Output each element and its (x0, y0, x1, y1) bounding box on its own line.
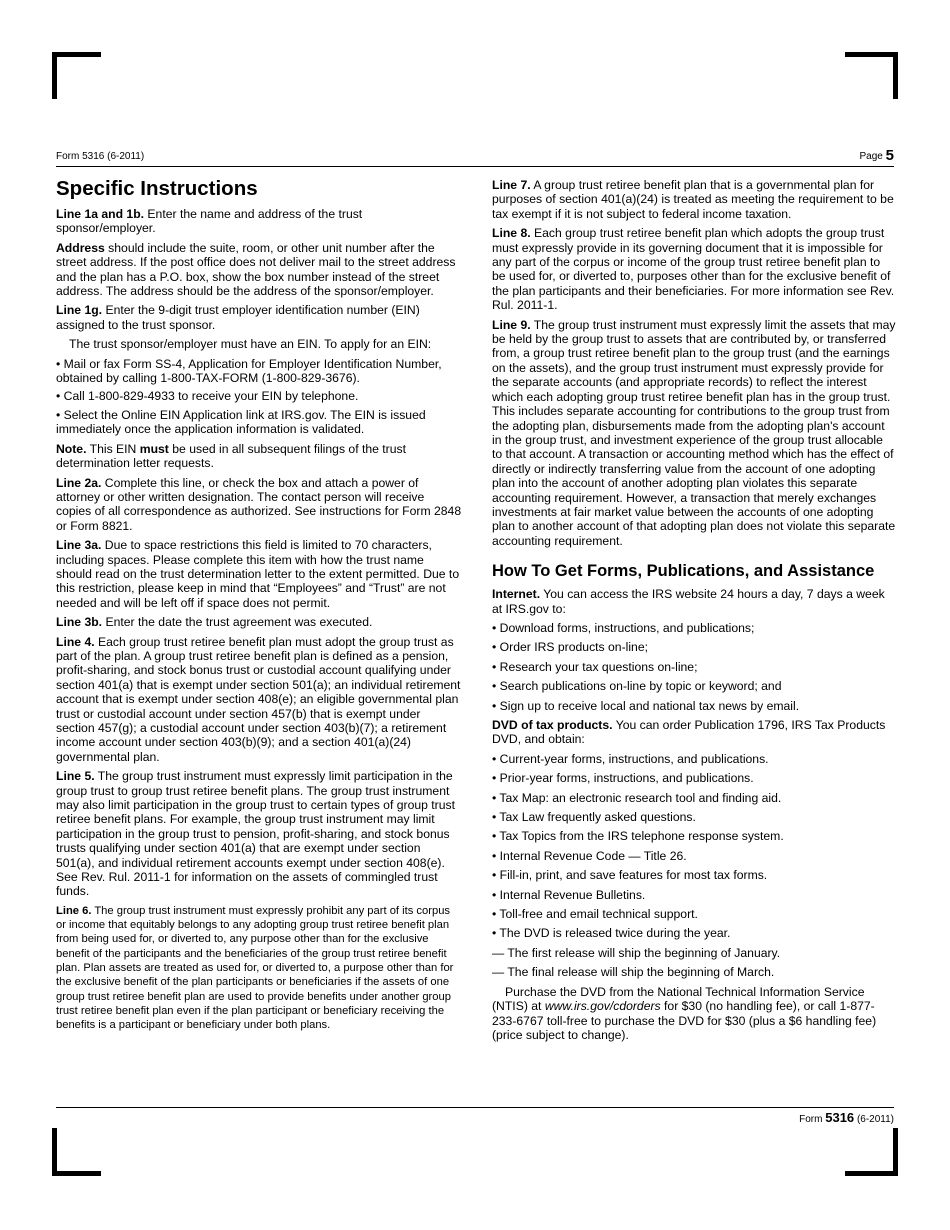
line-5-paragraph: Line 5. The group trust instrument must expressly limit participation in the group trust to group trust retiree benefit plans. The group trust instrument may also limit participation in the group trust to certain types of group trust retiree benefit plans. For example, the group trust instrument may limit participation in the group trust to pension, profit-sharing, and stock bonus trusts qualifying under section 401(a) that are exempt under section 501(a), and individual retirement accounts exempt under section 408(e). See Rev. Rul. 2011-1 for information on the assets of commingled trust funds. (56, 769, 455, 899)
note-paragraph: Note. This EIN must be used in all subsequent filings of the trust determination letter requests. (56, 441, 407, 471)
section-title: Specific Instructions (56, 177, 258, 200)
dvd-list-item: • Tax Topics from the IRS telephone response system. (492, 829, 784, 844)
line-3b-paragraph: Line 3b. Enter the date the trust agreement was executed. (56, 615, 373, 630)
dvd-list-item: • Tax Law frequently asked questions. (492, 810, 696, 825)
line-6-paragraph: Line 6. The group trust instrument must expressly prohibit any part of its corpus or income that equitably belongs to any adopting group trust retiree benefit plan from being used for, or diverted to, any purpose other than for the exclusive benefit of the participants and the beneficiaries of the group trust retiree benefit plan. Plan assets are treated as used for, or diverted to, a purpose other than for the exclusive benefit of the plan participants or beneficiaries if the assets of one group trust retiree benefit plan are used to provide benefits under another group trust retiree benefit plan even if the plan participant or beneficiary receiving the benefits is a participant or beneficiary under both plans. (56, 904, 454, 1032)
page-number: Page 5 (859, 147, 894, 164)
line-9-paragraph: Line 9. The group trust instrument must expressly limit the assets that may be held by the group trust to assets that are contributed by, or transferred from, a group trust retiree benefit plan to the group trust (and the earnings on the assets), and the group trust instrument must expressly provide for the separate accounts (and appropriate records) to reflect the interest which each adopting group trust retiree benefit plan has in the group trust. This includes separate accounting for contributions to the group trust from the adopting plan, disbursements made from the adopting plan's account in the group trust, and investment experience of the group trust allocable to that account. A transaction or accounting method which has the effect of directly or indirectly transferring value from the account of one adopting plan into the account of another adopting plan violates this separate accounting requirement. However, a transaction that merely exchanges investments at fair market value between the accounts of one adopting plan to another account of that adopting plan does not violate this separate accounting requirement. (492, 317, 896, 548)
crop-mark-bottom-left-v (52, 1128, 57, 1176)
crop-mark-top-left-v (52, 52, 57, 99)
forms-heading: How To Get Forms, Publications, and Assistance (492, 562, 875, 581)
dvd-list-item: • The DVD is released twice during the year. (492, 926, 731, 941)
crop-mark-top-right-v (893, 52, 898, 99)
ein-intro: The trust sponsor/employer must have an EIN. To apply for an EIN: (69, 337, 432, 352)
footer-rule (56, 1107, 894, 1108)
page-header (56, 146, 894, 167)
line-8-paragraph: Line 8. Each group trust retiree benefit plan which adopts the group trust must expressly provide in its governing document that it is impossible for any part of the corpus or income of the group trust retiree benefit plan to be used for, or diverted to, purposes other than for the exclusive benefit of the plan participants and their beneficiaries. For more information see Rev. Rul. 2011-1. (492, 226, 895, 313)
line-4-paragraph: Line 4. Each group trust retiree benefit plan must adopt the group trust as part of the plan. A group trust retiree benefit plan is defined as a pension, profit-sharing, and stock bonus trust or custodial account qualifying under section 401(a) that is exempt under section 501(a); an individual retirement account that is exempt under section 408(e); an eligible governmental plan trust or custodial account under section 457(b) that is exempt under section 457(g); a custodial account under section 403(b)(7); a retirement income account under section 403(b)(9); and a section 401(a)(24) governmental plan. (56, 634, 461, 764)
crop-mark-top-right-h (845, 52, 898, 57)
crop-mark-top-left-h (52, 52, 101, 57)
address-paragraph: Address should include the suite, room, or other unit number after the street address. If the post office does not deliver mail to the street address and the plan has a P.O. box, show the box number instead of the street address. The address should be the address of the sponsor/employer. (56, 240, 456, 299)
purchase-paragraph: Purchase the DVD from the National Technical Information Service (NTIS) at www.irs.gov/cdorders for $30 (no handling fee), or call 1-877-233-6767 toll-free to purchase the DVD for $30 (plus a $6 handling fee) (price subject to change). (492, 984, 877, 1042)
dvd-list-item: • Fill-in, print, and save features for most tax forms. (492, 868, 768, 883)
form-id: Form 5316 (6-2011) (56, 151, 145, 162)
right-column (492, 178, 896, 1047)
internet-list-item: • Research your tax questions on-line; (492, 659, 698, 674)
internet-paragraph: Internet. You can access the IRS website 24 hours a day, 7 days a week at IRS.gov to: (492, 587, 885, 616)
internet-list-item: • Download forms, instructions, and publications; (492, 620, 755, 635)
internet-list-item: • Search publications on-line by topic or keyword; and (492, 679, 782, 694)
dvd-release-item: — The final release will ship the beginning of March. (492, 965, 775, 980)
dvd-list-item: • Prior-year forms, instructions, and publications. (492, 771, 754, 786)
dvd-paragraph: DVD of tax products. You can order Publication 1796, IRS Tax Products DVD, and obtain: (492, 718, 886, 747)
cdorders-link[interactable]: www.irs.gov/cdorders (544, 999, 661, 1014)
left-column (56, 177, 462, 1038)
line-1g-paragraph: Line 1g. Enter the 9-digit trust employer identification number (EIN) assigned to the trust sponsor. (56, 303, 420, 332)
dvd-list-item: • Internal Revenue Code — Title 26. (492, 848, 687, 863)
dvd-list-item: • Tax Map: an electronic research tool and finding aid. (492, 790, 782, 805)
line-3a-paragraph: Line 3a. Due to space restrictions this field is limited to 70 characters, including spaces. Please complete this item with how the trust name should read on the trust determination letter to the extent permitted. Due to this restriction, please keep in mind that “Employees” and “Trust” are not needed and will be left off if space does not permit. (56, 538, 460, 610)
line-7-paragraph: Line 7. A group trust retiree benefit plan that is a governmental plan for purposes of section 401(a)(24) is treated as meeting the requirement to be tax exempt if it is not subject to federal income taxation. (492, 178, 894, 221)
crop-mark-bottom-left-h (52, 1171, 101, 1176)
dvd-release-item: — The first release will ship the beginning of January. (492, 945, 781, 960)
line-1ab-paragraph: Line 1a and 1b. Enter the name and address of the trust sponsor/employer. (56, 207, 363, 236)
line-2a-paragraph: Line 2a. Complete this line, or check the box and attach a power of attorney or other written designation. The contact person will receive copies of all correspondence as authorized. See instructions for Form 2848 or Form 8821. (56, 475, 462, 533)
internet-list-item: • Sign up to receive local and national tax news by email. (492, 698, 800, 713)
page-footer: Form 5316 (6-2011) (799, 1110, 894, 1125)
ein-bullet: • Call 1-800-829-4933 to receive your EIN by telephone. (56, 389, 359, 404)
dvd-list-item: • Toll-free and email technical support. (492, 907, 698, 922)
dvd-list-item: • Internal Revenue Bulletins. (492, 887, 646, 902)
ein-bullet: • Mail or fax Form SS-4, Application for Employer Identification Number, obtained by calling 1-800-TAX-FORM (1-800-829-3676). (56, 356, 442, 386)
ein-bullet: • Select the Online EIN Application link at IRS.gov. The EIN is issued immediately once the application information is validated. (56, 407, 426, 437)
internet-list-item: • Order IRS products on-line; (492, 640, 648, 655)
dvd-list-item: • Current-year forms, instructions, and publications. (492, 751, 769, 766)
crop-mark-bottom-right-h (845, 1171, 898, 1176)
crop-mark-bottom-right-v (893, 1128, 898, 1176)
